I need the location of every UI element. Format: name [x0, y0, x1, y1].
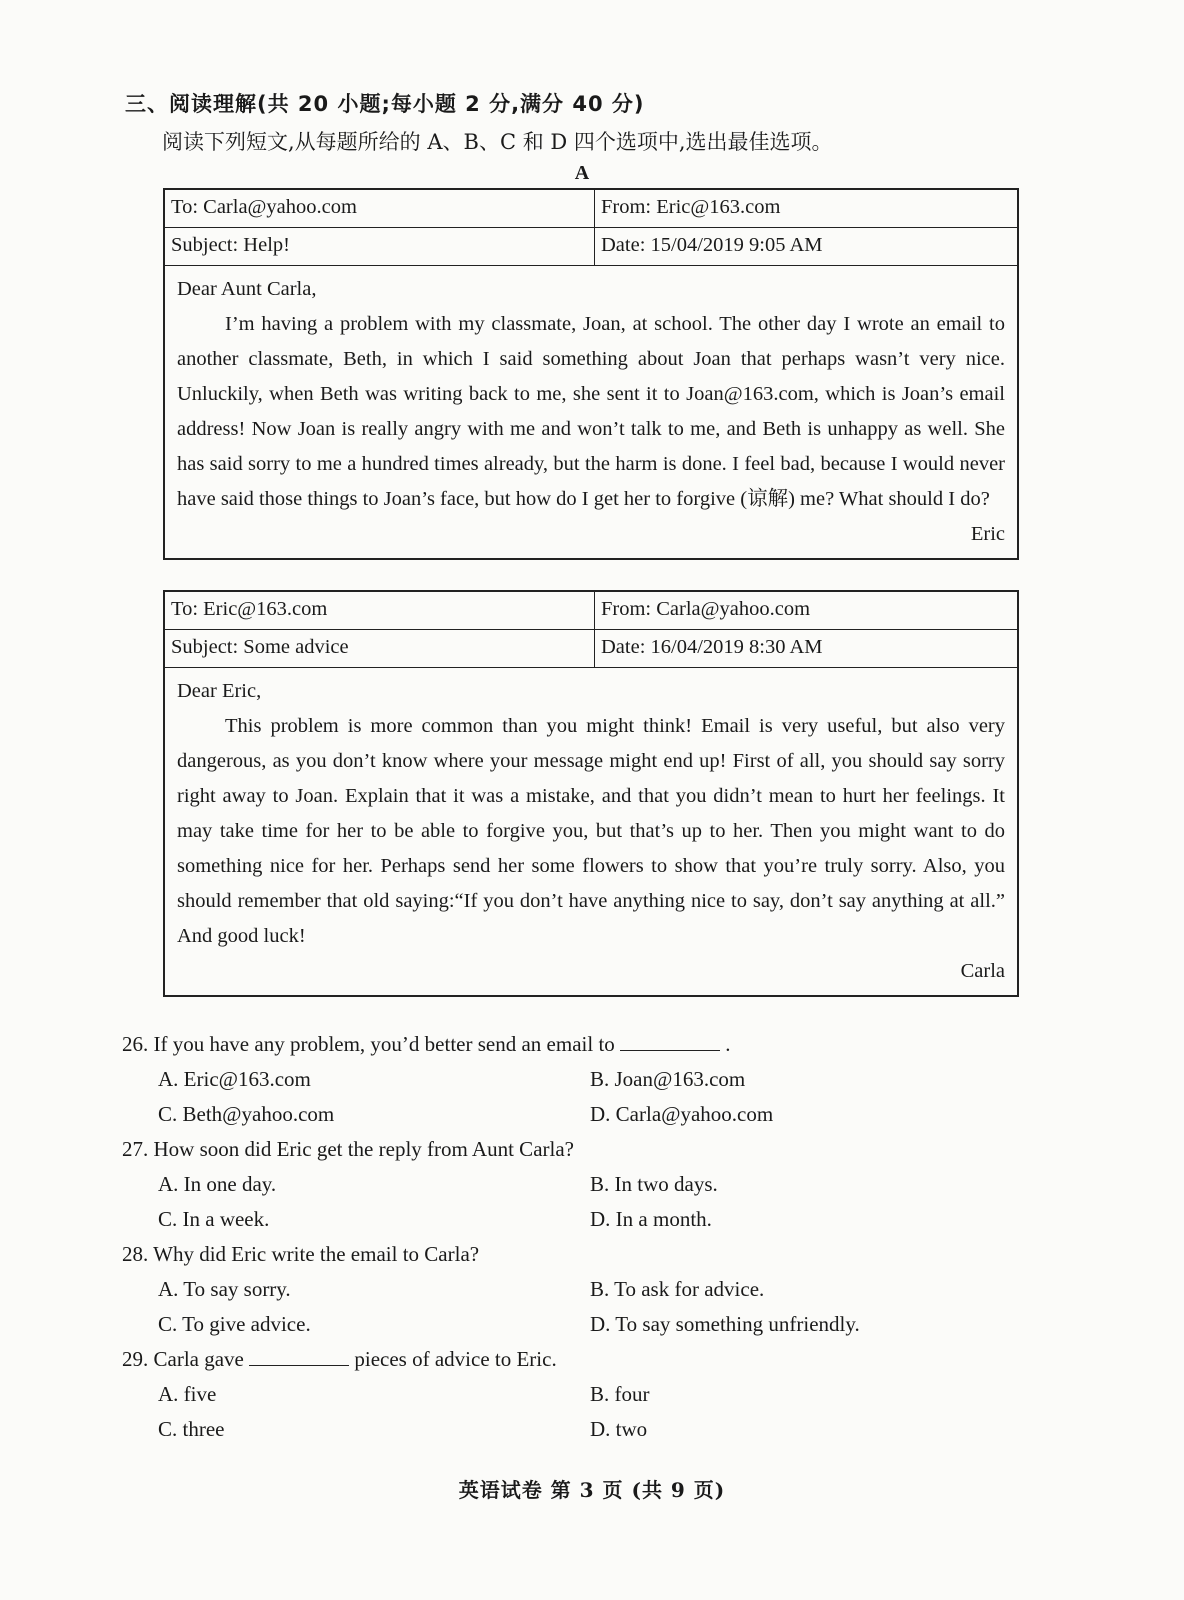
page-footer: 英语试卷 第 3 页 (共 9 页): [458, 1478, 726, 1502]
email-to: To: Eric@163.com: [165, 592, 595, 629]
option-b[interactable]: B. To ask for advice.: [590, 1277, 765, 1301]
option-row: [122, 1272, 1022, 1307]
email-date: Date: 16/04/2019 8:30 AM: [601, 636, 823, 658]
question-stem: 28. Why did Eric write the email to Carla?: [122, 1242, 480, 1266]
question-stem: [122, 1027, 1022, 1062]
email-subject: Subject: Some advice: [165, 630, 595, 667]
option-c[interactable]: C. To give advice.: [158, 1312, 311, 1336]
question-28: [122, 1237, 1022, 1342]
option-c[interactable]: C. three: [158, 1417, 225, 1441]
option-row: [122, 1097, 1022, 1132]
passage-label: A: [574, 162, 590, 184]
question-stem: 27. How soon did Eric get the reply from Aunt Carla?: [122, 1137, 574, 1161]
question-26: [122, 1027, 1022, 1132]
email-greeting: Dear Aunt Carla,: [177, 278, 317, 300]
option-a[interactable]: A. In one day.: [158, 1172, 277, 1196]
option-a[interactable]: A. Eric@163.com: [158, 1067, 311, 1091]
email-from: From: Carla@yahoo.com: [601, 598, 811, 620]
question-27: [122, 1132, 1022, 1237]
email-greeting: Dear Eric,: [177, 680, 262, 702]
option-a[interactable]: A. five: [158, 1382, 217, 1406]
question-list: [122, 1027, 1022, 1447]
question-text: 29. Carla gave: [122, 1347, 244, 1371]
email-message: I’m having a problem with my classmate, Joan, at school. The other day I wrote an email to another classmate, Beth, in which I said something about Joan that perhaps wasn’t very nice. Unluckily, when Beth was writing back to me, she sent it to Joan@163.com, which is Joan’s email address! Now Joan is really angry with me and won’t talk to me, and Beth is unhappy as well. She has said sorry to me a hundred times already, but the harm is done. I feel bad, because I would never have said those things to Joan’s face, but how do I get her to forgive (谅解) me? What should I do?: [177, 313, 1005, 510]
option-row: [122, 1202, 1022, 1237]
email-body: [165, 668, 1017, 995]
option-b[interactable]: B. four: [590, 1382, 650, 1406]
question-29: [122, 1342, 1022, 1447]
email-header-row: [165, 190, 1017, 228]
option-b[interactable]: B. Joan@163.com: [590, 1067, 746, 1091]
option-row: [122, 1167, 1022, 1202]
option-b[interactable]: B. In two days.: [590, 1172, 718, 1196]
email-from: From: Eric@163.com: [601, 196, 781, 218]
email-date: Date: 15/04/2019 9:05 AM: [601, 234, 823, 256]
email-subject: Subject: Help!: [165, 228, 595, 265]
question-stem: [122, 1342, 1022, 1377]
option-a[interactable]: A. To say sorry.: [158, 1277, 291, 1301]
email-carla-to-eric: [163, 590, 1019, 997]
option-row: [122, 1062, 1022, 1097]
option-d[interactable]: D. Carla@yahoo.com: [590, 1102, 774, 1126]
email-signature: Carla: [960, 960, 1005, 982]
email-to: To: Carla@yahoo.com: [165, 190, 595, 227]
email-body: [165, 266, 1017, 558]
option-c[interactable]: C. In a week.: [158, 1207, 270, 1231]
section-title: 三、阅读理解(共 20 小题;每小题 2 分,满分 40 分): [125, 92, 645, 116]
email-header-row: [165, 630, 1017, 668]
option-d[interactable]: D. To say something unfriendly.: [590, 1312, 860, 1336]
email-eric-to-carla: [163, 188, 1019, 560]
answer-blank: [620, 1028, 720, 1051]
option-c[interactable]: C. Beth@yahoo.com: [158, 1102, 335, 1126]
question-text-end: .: [725, 1032, 731, 1056]
instruction-text: 阅读下列短文,从每题所给的 A、B、C 和 D 四个选项中,选出最佳选项。: [162, 130, 833, 154]
question-text-end: pieces of advice to Eric.: [354, 1347, 557, 1371]
option-d[interactable]: D. In a month.: [590, 1207, 712, 1231]
question-text: 26. If you have any problem, you’d better send an email to: [122, 1032, 615, 1056]
option-row: [122, 1377, 1022, 1412]
email-signature: Eric: [970, 523, 1005, 545]
option-row: [122, 1412, 1022, 1447]
option-row: [122, 1307, 1022, 1342]
email-header-row: [165, 592, 1017, 630]
answer-blank: [249, 1343, 349, 1366]
email-message: This problem is more common than you might think! Email is very useful, but also very dangerous, as you don’t know where your message might end up! First of all, you should say sorry right away to Joan. Explain that it was a mistake, and that you didn’t mean to hurt her feelings. It may take time for her to be able to forgive you, but that’s up to her. Then you might want to do something nice for her. Perhaps send her some flowers to show that you’re truly sorry. Also, you should remember that old saying:“If you don’t have anything nice to say, don’t say anything at all.” And good luck!: [177, 715, 1005, 947]
option-d[interactable]: D. two: [590, 1417, 648, 1441]
email-header-row: [165, 228, 1017, 266]
